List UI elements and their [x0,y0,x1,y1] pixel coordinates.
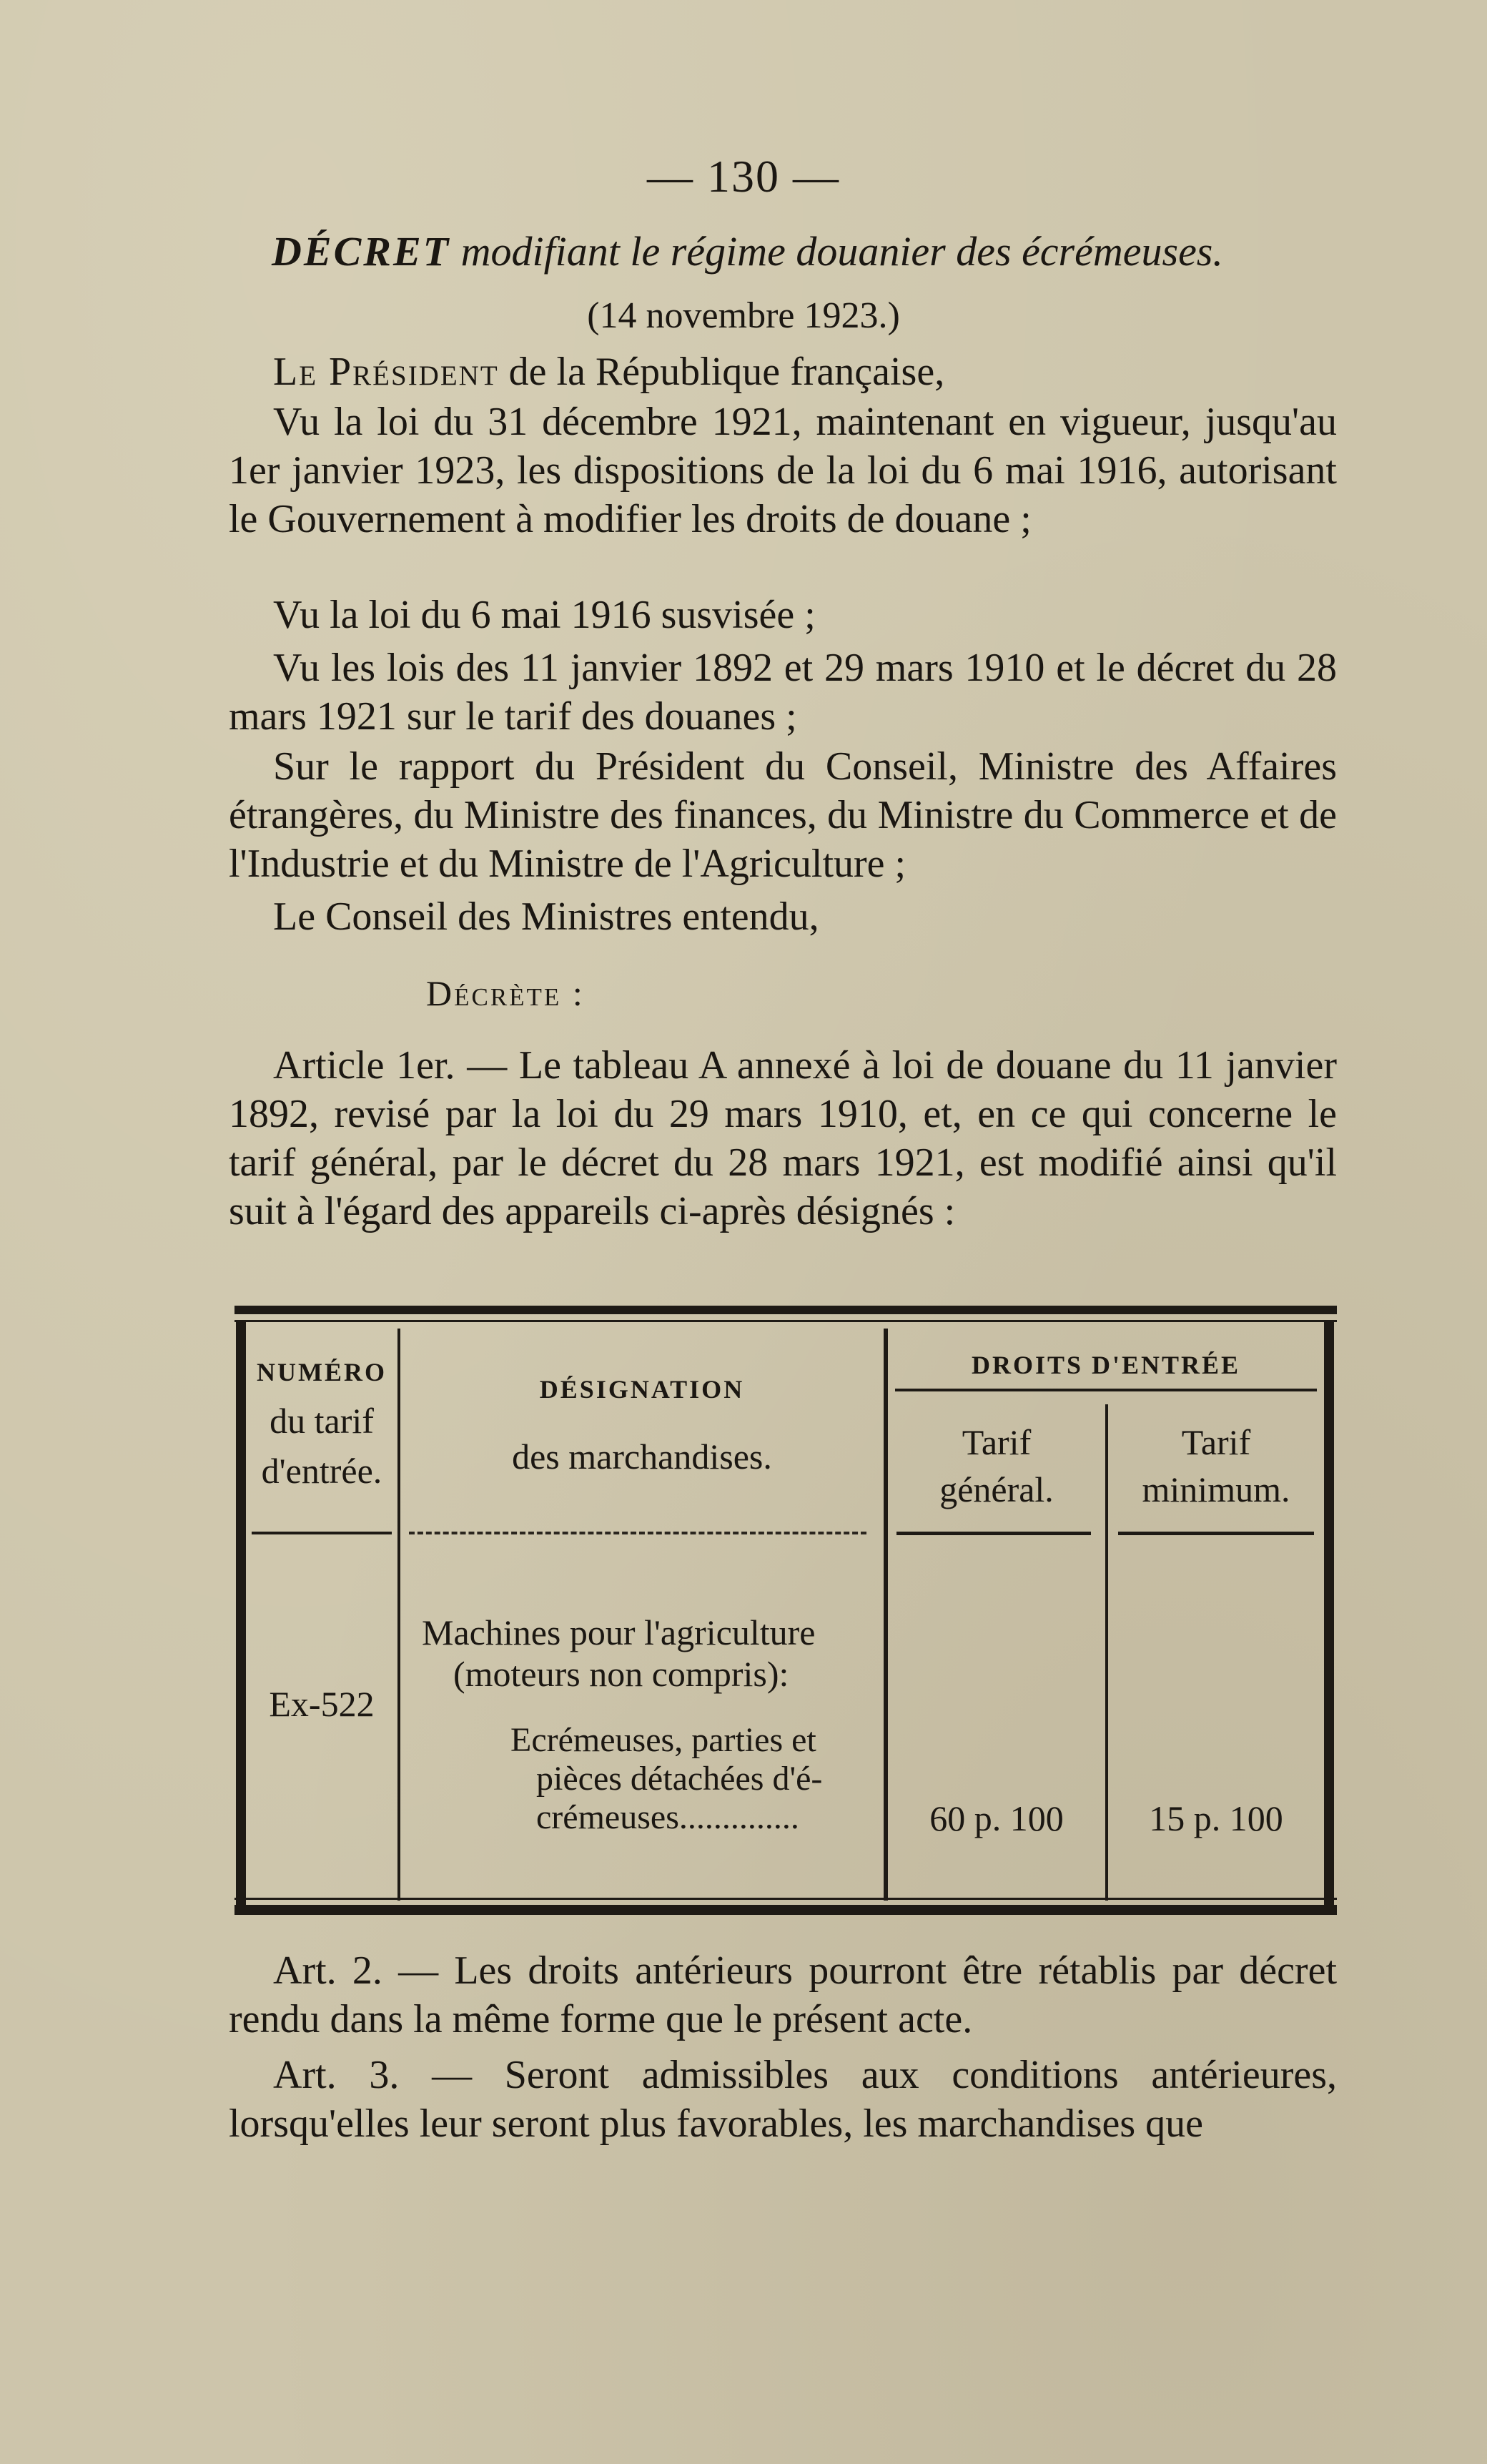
table-top-rule [234,1306,1337,1314]
row-designation-1: Machines pour l'agriculture [422,1612,816,1652]
considerant-5: Le Conseil des Ministres entendu, [273,895,819,939]
row-item-3: crémeuses.............. [536,1798,799,1836]
title-lead: DÉCRET [272,228,451,275]
president-line [229,348,1337,396]
considerant-2: Vu la loi du 6 mai 1916 susvisée ; [273,593,816,637]
row-tarif-minimum: 15 p. 100 [1149,1798,1283,1838]
considerant-1: Vu la loi du 31 décembre 1921, maintenant en vigueur, jusqu'au 1er janvier 1923, les dispositions de la loi du 6 mai 1916, autorisant le Gouvernement à modifier les droits de douane ; [229,400,1337,541]
hdr-rule-col1 [252,1532,392,1534]
table-right-border [1324,1320,1334,1905]
table-bottom-rule [234,1905,1337,1915]
page-number: — 130 — [647,151,840,202]
col-divider-1 [397,1329,400,1901]
table-left-border [236,1320,246,1905]
hdr-tarif-minimum-2: minimum. [1142,1469,1290,1509]
row-item-2: pièces détachées d'é- [536,1760,823,1798]
row-tarif-general: 60 p. 100 [929,1798,1064,1838]
hdr-tarif-general-1: Tarif [962,1422,1032,1462]
decree-date: (14 novembre 1923.) [587,295,900,336]
hdr-numero: NUMÉRO [257,1358,387,1386]
hdr-rule-col2 [409,1532,866,1534]
president-rest: de la République française, [508,350,945,394]
president-label: Le Président [273,350,499,394]
hdr-entree: d'entrée. [261,1451,382,1491]
table-top-rule-thin [234,1320,1337,1322]
article-1: Article 1er. — Le tableau A annexé à loi de douane du 11 janvier 1892, revisé par la loi du 29 mars 1910, et, en ce qui concerne le tarif général, par le décret du 28 mars 1921, est modifié ainsi qu'il suit à l'égard des appareils ci-après désignés : [229,1043,1337,1233]
row-item-1: Ecrémeuses, parties et [510,1721,816,1759]
hdr-rule-col3 [896,1532,1091,1535]
title-rest: modifiant le régime douanier des écrémeuses. [460,228,1223,275]
hdr-du-tarif: du tarif [270,1401,374,1441]
hdr-tarif-minimum-1: Tarif [1181,1422,1251,1462]
hdr-tarif-general-2: général. [939,1469,1054,1509]
hdr-designation: DÉSIGNATION [539,1375,745,1404]
table-bottom-rule-thin [234,1898,1337,1900]
row-designation-2: (moteurs non compris): [453,1654,789,1694]
article-3: Art. 3. — Seront admissibles aux conditions antérieures, lorsqu'elles leur seront plus favorables, les marchandises que [229,2053,1337,2146]
hdr-rule-col4 [1118,1532,1314,1535]
considerant-3: Vu les lois des 11 janvier 1892 et 29 mars 1910 et le décret du 28 mars 1921 sur le tarif des douanes ; [229,646,1337,739]
droits-brace [895,1389,1317,1391]
decrete-label: Décrète : [426,973,585,1013]
row-numero: Ex-522 [269,1684,375,1724]
article-2: Art. 2. — Les droits antérieurs pourront être rétablis par décret rendu dans la même forme que le présent acte. [229,1948,1337,2041]
hdr-marchandises: des marchandises. [512,1436,772,1477]
considerant-4: Sur le rapport du Président du Conseil, Ministre des Affaires étrangères, du Ministre des finances, du Ministre du Commerce et de l'Industrie et du Ministre de l'Agriculture ; [229,744,1337,886]
hdr-droits-entree: DROITS D'ENTRÉE [971,1351,1241,1379]
decree-title [272,227,1223,275]
